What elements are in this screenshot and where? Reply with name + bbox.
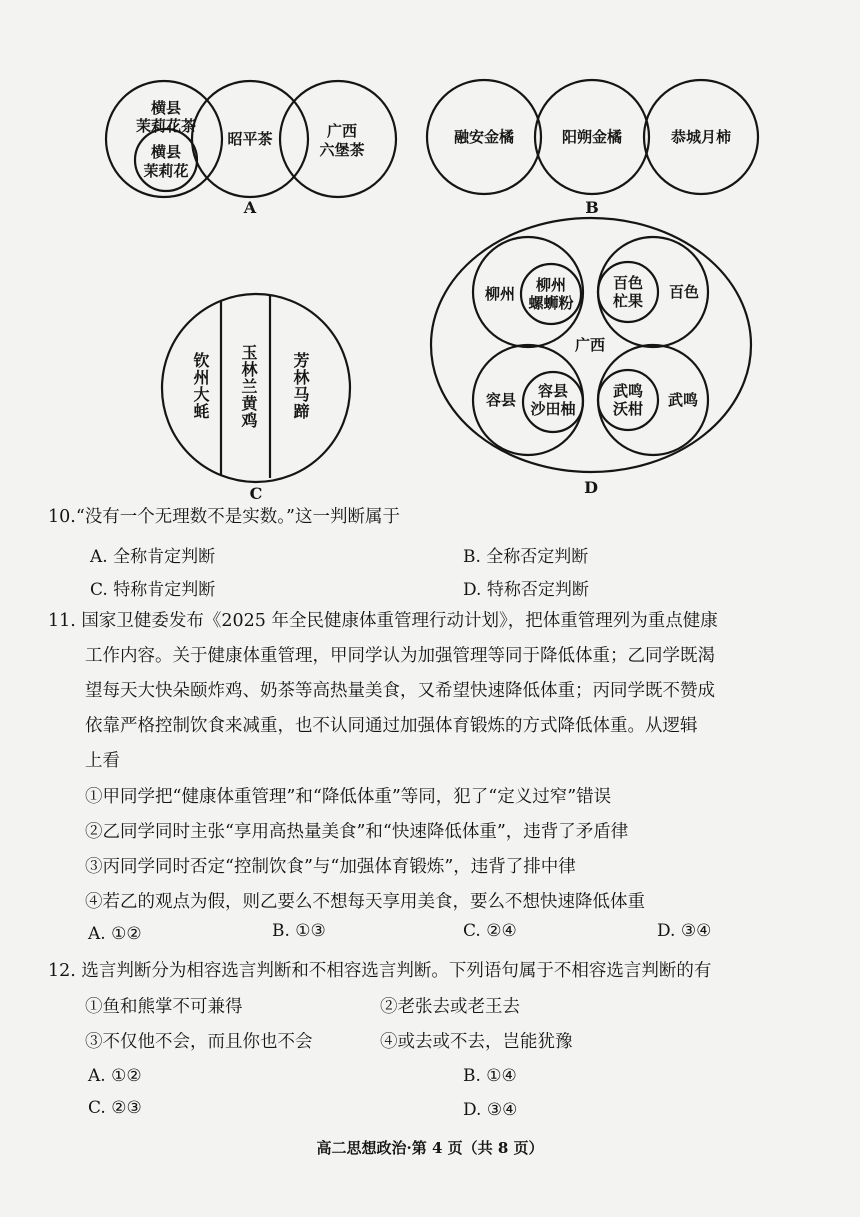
q10-option-d[interactable]: D. 特称否定判断: [463, 580, 589, 600]
diagram-d-outer-text: 广西: [574, 336, 606, 354]
diagram-d-baise-inner-text: 百色杧果: [612, 274, 644, 310]
diagram-d-rongxian-inner-text: 容县沙田柚: [530, 382, 576, 418]
q11-statement-1: ①甲同学把“健康体重管理”和“降低体重”等同，犯了“定义过窄”错误: [85, 787, 612, 807]
diagram-c-middle-text: 玉林兰黄鸡: [239, 344, 258, 429]
diagram-d-wuming-outer-text: 武鸣: [667, 391, 699, 409]
q11-statement-4: ④若乙的观点为假，则乙要么不想每天享用美食，要么不想快速降低体重: [85, 892, 645, 912]
diagram-a-inner-text: 横县茉莉花: [143, 143, 189, 180]
diagram-a-outer-text: 横县茉莉花茶: [135, 99, 197, 135]
diagram-d-rongxian-outer-text: 容县: [485, 391, 517, 409]
q11-option-d[interactable]: D. ③④: [657, 921, 712, 941]
q11-option-c[interactable]: C. ②④: [463, 921, 517, 941]
diagram-d-wuming-inner-text: 武鸣沃柑: [612, 382, 644, 418]
diagram-d-label: D: [584, 478, 598, 497]
q12-stem: 12. 选言判断分为相容选言判断和不相容选言判断。下列语句属于不相容选言判断的有: [48, 961, 712, 981]
diagram-d-liuzhou-outer-text: 柳州: [484, 285, 516, 303]
q11-option-b[interactable]: B. ①③: [272, 921, 326, 941]
q12-option-d[interactable]: D. ③④: [463, 1100, 518, 1120]
q12-statement-1: ①鱼和熊掌不可兼得: [85, 997, 243, 1017]
q11-stem-line-4: 依靠严格控制饮食来减重，也不认同通过加强体育锻炼的方式降低体重。从逻辑: [85, 716, 698, 736]
diagram-c-left-text: 钦州大蚝: [191, 352, 210, 420]
q10-stem: 10.“没有一个无理数不是实数。”这一判断属于: [48, 507, 400, 527]
q11-stem-line-3: 望每天大快朵颐炸鸡、奶茶等高热量美食，又希望快速降低体重；丙同学既不赞成: [85, 681, 715, 701]
q11-stem-line-2: 工作内容。关于健康体重管理，甲同学认为加强管理等同于降低体重；乙同学既渴: [85, 646, 715, 666]
q11-stem-line-5: 上看: [85, 751, 120, 771]
q12-option-a[interactable]: A. ①②: [88, 1066, 142, 1086]
diagram-c-right-text: 芳林马蹄: [291, 352, 310, 420]
diagram-b-item-1: 融安金橘: [453, 128, 515, 146]
q10-option-b[interactable]: B. 全称否定判断: [463, 547, 589, 567]
diagram-b-item-2: 阳朔金橘: [561, 128, 623, 146]
diagram-a-label: A: [243, 198, 257, 217]
q12-statement-3: ③不仅他不会，而且你也不会: [85, 1032, 313, 1052]
diagram-a-middle-text: 昭平茶: [227, 130, 273, 148]
diagram-d-liuzhou-inner-text: 柳州螺蛳粉: [528, 276, 574, 312]
diagram-canvas: [0, 0, 860, 500]
q12-option-c[interactable]: C. ②③: [88, 1098, 142, 1118]
q10-option-a[interactable]: A. 全称肯定判断: [90, 547, 216, 567]
page-footer: 高二思想政治·第 4 页（共 8 页）: [316, 1139, 544, 1157]
q11-stem-line-1: 11. 国家卫健委发布《2025 年全民健康体重管理行动计划》，把体重管理列为重点健康: [48, 611, 718, 631]
q11-option-a[interactable]: A. ①②: [88, 924, 142, 944]
diagram-b-item-3: 恭城月柿: [670, 128, 732, 146]
q12-option-b[interactable]: B. ①④: [463, 1066, 517, 1086]
diagram-b-label: B: [585, 198, 599, 217]
diagram-a-right-text: 广西六堡茶: [319, 122, 365, 159]
q12-statement-2: ②老张去或老王去: [380, 997, 520, 1017]
q11-statement-2: ②乙同学同时主张“享用高热量美食”和“快速降低体重”，违背了矛盾律: [85, 822, 629, 842]
q12-statement-4: ④或去或不去，岂能犹豫: [380, 1032, 573, 1052]
diagram-c-label: C: [249, 484, 263, 500]
q11-statement-3: ③丙同学同时否定“控制饮食”与“加强体育锻炼”，违背了排中律: [85, 857, 576, 877]
q10-option-c[interactable]: C. 特称肯定判断: [90, 580, 216, 600]
diagram-d-baise-outer-text: 百色: [668, 283, 700, 301]
